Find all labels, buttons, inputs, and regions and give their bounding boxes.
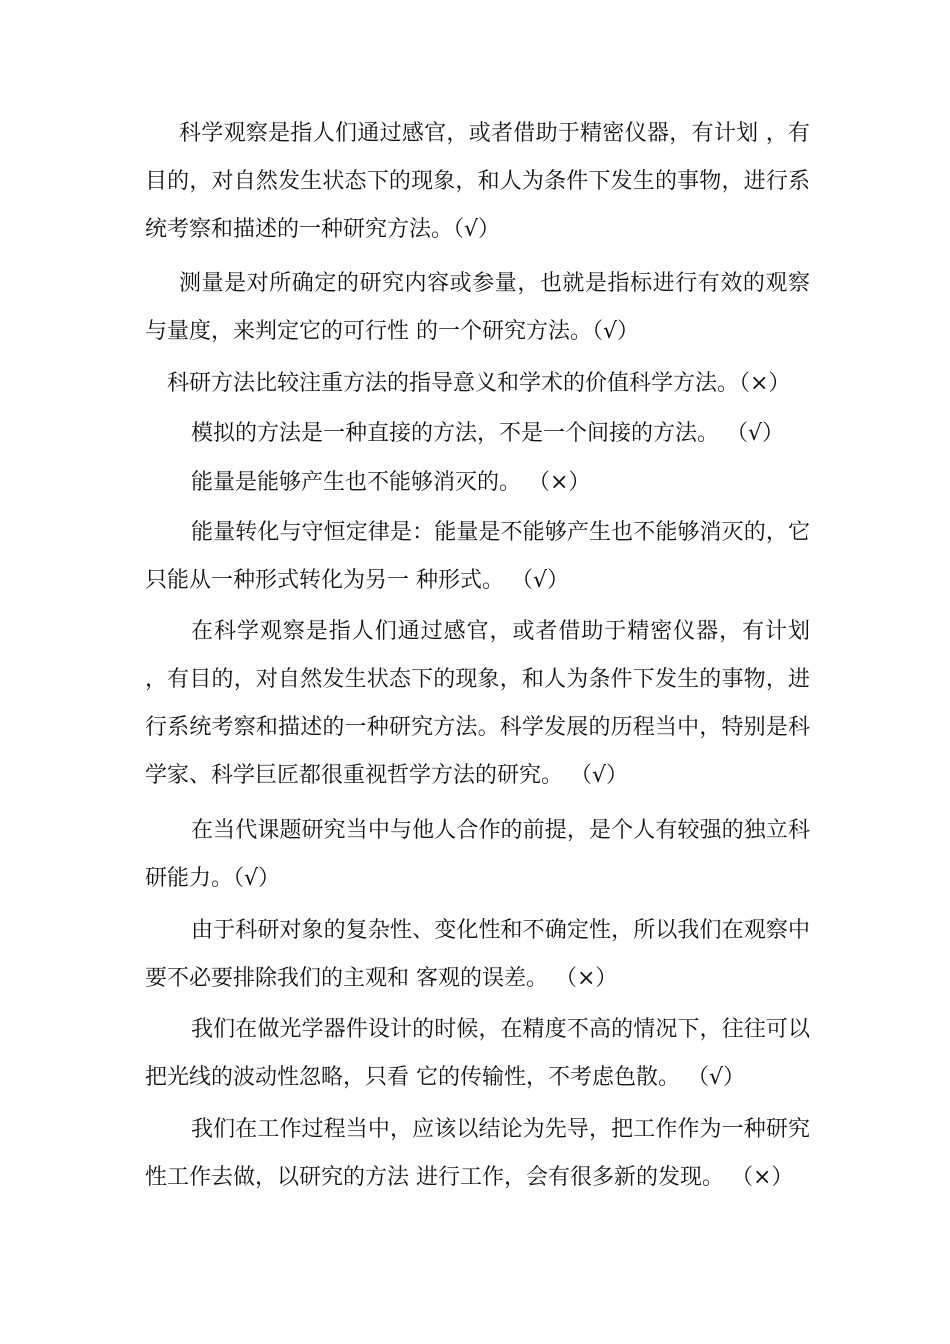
paragraph-optical-design: 我们在做光学器件设计的时候，在精度不高的情况下，往往可以把光线的波动性忽略，只看 它的传输性，不考虑色散。 （√） xyxy=(145,1017,810,1090)
paragraph-measurement: 测量是对所确定的研究内容或参量，也就是指标进行有效的观察与量度，来判定它的可行性 的一个研究方法。（√） xyxy=(145,271,810,344)
paragraph-research-methods: 科研方法比较注重方法的指导意义和学术的价值科学方法。（×） xyxy=(167,371,791,396)
paragraph-energy: 能量是能够产生也不能够消灭的。 （×） xyxy=(191,470,591,495)
paragraph-research-work: 我们在工作过程当中，应该以结论为先导，把工作作为一种研究性工作去做，以研究的方法 进行工作，会有很多新的发现。 （×） xyxy=(145,1117,810,1190)
paragraph-simulation-method: 模拟的方法是一种直接的方法，不是一个间接的方法。 （√） xyxy=(191,421,785,446)
paragraph-observation-errors: 由于科研对象的复杂性、变化性和不确定性，所以我们在观察中要不必要排除我们的主观和 客观的误差。 （×） xyxy=(145,918,810,991)
paragraph-scientific-observation: 科学观察是指人们通过感官，或者借助于精密仪器，有计划 ，有目的，对自然发生状态下的现象，和人为条件下发生的事物，进行系统考察和描述的一种研究方法。（√） xyxy=(145,121,810,242)
paragraph-philosophy-methods: 在科学观察是指人们通过感官，或者借助于精密仪器，有计划 ，有目的，对自然发生状态下的现象，和人为条件下发生的事物，进行系统考察和描述的一种研究方法。科学发展的历程当中，特别是科学家、科学巨匠都很重视哲学方法的研究。 （√） xyxy=(145,619,810,788)
paragraph-energy-conservation: 能量转化与守恒定律是：能量是不能够产生也不能够消灭的，它只能从一种形式转化为另一 种形式。 （√） xyxy=(145,520,810,593)
paragraph-collaboration: 在当代课题研究当中与他人合作的前提，是个人有较强的独立科研能力。（√） xyxy=(145,818,810,891)
